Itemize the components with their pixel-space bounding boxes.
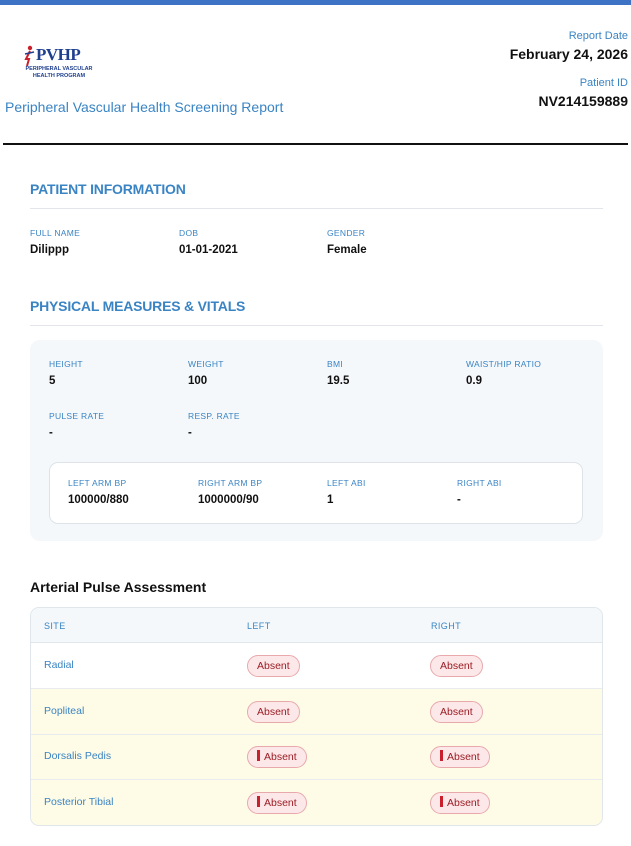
column-header-site: SITE (44, 621, 66, 631)
waist-hip-label: WAIST/HIP RATIO (466, 359, 542, 369)
pulse-site-label: Radial (44, 658, 74, 671)
pulse-status-text: Absent (440, 705, 473, 718)
pulse-status-text: Absent (257, 705, 290, 718)
pulse-status-badge-right (430, 792, 490, 814)
left-abi-value: 1 (327, 494, 334, 506)
pvhp-logo (22, 45, 102, 87)
bmi-value: 19.5 (327, 375, 350, 387)
header-divider (3, 143, 628, 145)
patient-id-label: Patient ID (579, 77, 628, 89)
pulse-status-badge-left (247, 792, 307, 814)
pulse-status-text: Absent (264, 797, 297, 810)
weight-value: 100 (188, 375, 208, 387)
patient-info-divider (30, 208, 603, 209)
blood-pressure-card (49, 462, 583, 524)
full-name-label: FULL NAME (30, 228, 81, 238)
pulse-status-text: Absent (264, 751, 297, 764)
pulse-rate-label: PULSE RATE (49, 411, 105, 421)
vitals-heading: PHYSICAL MEASURES & VITALS (30, 298, 246, 314)
waist-hip-value: 0.9 (466, 375, 482, 387)
column-header-left: LEFT (247, 621, 271, 631)
weight-label: WEIGHT (188, 359, 224, 369)
resp-rate-label: RESP. RATE (188, 411, 240, 421)
pulse-site-label: Posterior Tibial (44, 796, 114, 809)
left-arm-bp-label: LEFT ARM BP (68, 478, 127, 488)
alert-marker-icon (440, 796, 443, 807)
pulse-status-text: Absent (440, 659, 473, 672)
alert-marker-icon (257, 750, 260, 761)
height-value: 5 (49, 375, 56, 387)
report-date-label: Report Date (568, 30, 628, 42)
full-name-value: Dilippp (30, 244, 69, 256)
pulse-status-text: Absent (447, 797, 480, 810)
table-row (31, 643, 603, 689)
alert-marker-icon (257, 796, 260, 807)
pulse-site-label: Popliteal (44, 704, 85, 717)
pulse-status-badge-left (247, 655, 300, 677)
alert-marker-icon (440, 750, 443, 761)
table-row (31, 780, 603, 826)
pulse-rate-value: - (49, 427, 53, 439)
patient-id-value: NV214159889 (538, 93, 628, 109)
resp-rate-value: - (188, 427, 192, 439)
gender-value: Female (327, 244, 367, 256)
pulse-status-badge-left (247, 746, 307, 768)
right-abi-value: - (457, 494, 461, 506)
pulse-table (30, 607, 603, 826)
gender-label: GENDER (327, 228, 366, 238)
table-row (31, 689, 603, 735)
pulse-status-badge-left (247, 701, 300, 723)
logo-wordmark: PVHP (36, 45, 81, 64)
dob-label: DOB (179, 228, 199, 238)
patient-info-heading: PATIENT INFORMATION (30, 181, 186, 197)
dob-value: 01-01-2021 (179, 244, 238, 256)
report-title: Peripheral Vascular Health Screening Report (5, 99, 284, 115)
height-label: HEIGHT (49, 359, 83, 369)
pulse-assessment-heading: Arterial Pulse Assessment (30, 579, 207, 595)
right-arm-bp-label: RIGHT ARM BP (198, 478, 263, 488)
left-arm-bp-value: 100000/880 (68, 494, 129, 506)
right-arm-bp-value: 1000000/90 (198, 494, 259, 506)
pulse-table-header (31, 608, 603, 643)
pulse-status-badge-right (430, 746, 490, 768)
column-header-right: RIGHT (431, 621, 461, 631)
pulse-status-text: Absent (447, 751, 480, 764)
left-abi-label: LEFT ABI (327, 478, 366, 488)
bmi-label: BMI (327, 359, 344, 369)
logo-figure-icon (22, 45, 36, 67)
report-date-value: February 24, 2026 (509, 46, 628, 62)
table-row (31, 735, 603, 781)
right-abi-label: RIGHT ABI (457, 478, 502, 488)
vitals-divider (30, 325, 603, 326)
pulse-site-label: Dorsalis Pedis (44, 750, 112, 763)
pulse-status-badge-right (430, 701, 483, 723)
pulse-status-text: Absent (257, 659, 290, 672)
report-header (0, 5, 631, 145)
pulse-status-badge-right (430, 655, 483, 677)
logo-subtitle: PERIPHERAL VASCULAR HEALTH PROGRAM (25, 66, 93, 79)
